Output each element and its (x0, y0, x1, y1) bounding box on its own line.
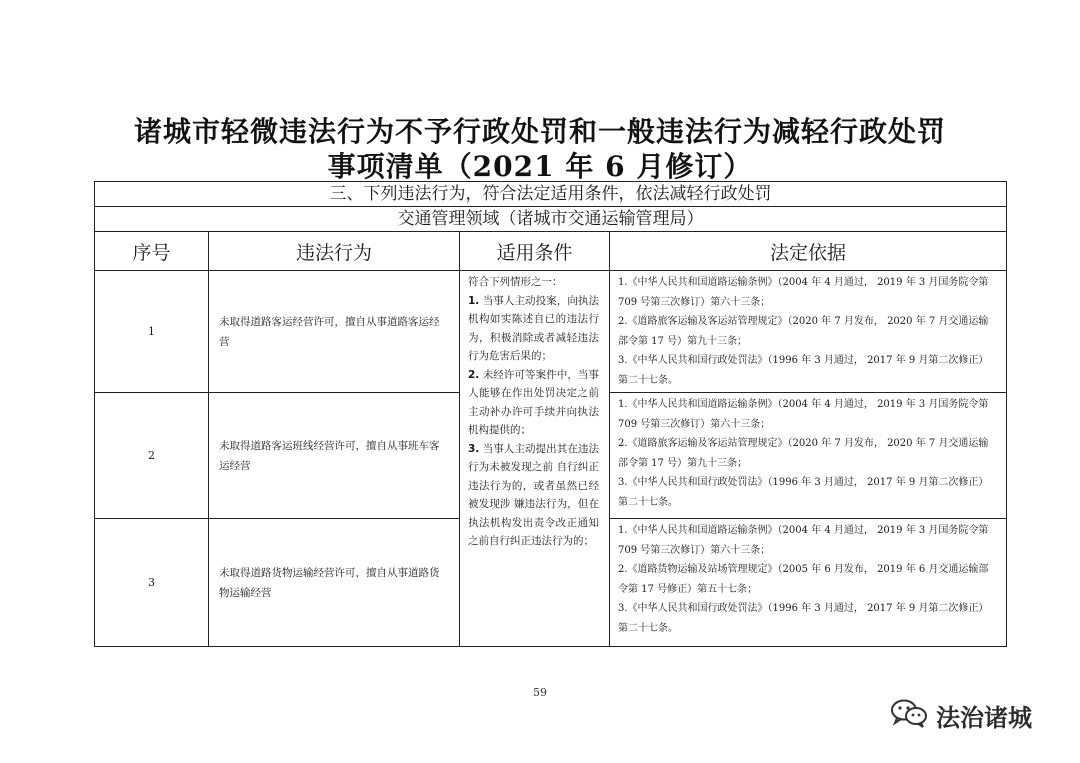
basis-item: 3.《中华人民共和国行政处罚法》（1996 年 3 月通过， 2017 年 9 月第二次修正）第二十七条。 (618, 355, 989, 386)
row-number: 1 (95, 271, 209, 393)
legal-basis-cell (610, 393, 1007, 519)
page-number: 59 (533, 686, 547, 699)
wechat-icon (890, 698, 928, 732)
document-title-line1: 诸城市轻微违法行为不予行政处罚和一般违法行为减轻行政处罚 (133, 115, 946, 148)
conditions-cell (460, 271, 610, 647)
legal-basis-cell (610, 519, 1007, 647)
basis-item: 2.《道路旅客运输及客运站管理规定》（2020 年 7 月发布， 2020 年 7 月交通运输部令第 17 号）第九十三条； (618, 438, 989, 469)
penalty-table (94, 181, 1007, 647)
header-basis: 法定依据 (610, 232, 1007, 271)
violation-text: 未取得道路客运班线经营许可，擅自从事班车客运经营 (209, 393, 460, 519)
basis-item: 3.《中华人民共和国行政处罚法》（1996 年 3 月通过， 2017 年 9 月第二次修正）第二十七条。 (618, 477, 989, 508)
basis-item: 2.《道路货物运输及站场管理规定》（2005 年 6 月发布， 2019 年 6 月交通运输部令第 17 号修正）第五十七条； (618, 564, 989, 595)
section-banner: 三、下列违法行为，符合法定适用条件，依法减轻行政处罚 (95, 182, 1007, 207)
basis-item: 2.《道路旅客运输及客运站管理规定》（2020 年 7 月发布， 2020 年 7 月交通运输部令第 17 号）第九十三条； (618, 316, 989, 347)
row-number: 3 (95, 519, 209, 647)
watermark-text: 法治诸城 (936, 703, 1032, 732)
condition-item: 2. 未经许可等案件中，当事人能够在作出处罚决定之前主动补办许可手续并向执法机构提供的； (468, 368, 599, 436)
domain-banner: 交通管理领域（诸城市交通运输管理局） (95, 207, 1007, 232)
header-act: 违法行为 (209, 232, 460, 271)
basis-item: 1.《中华人民共和国道路运输条例》（2004 年 4 月通过， 2019 年 3 月国务院令第 709 号第三次修订）第六十三条； (618, 277, 989, 308)
basis-item: 1.《中华人民共和国道路运输条例》（2004 年 4 月通过， 2019 年 3 月国务院令第 709 号第三次修订）第六十三条； (618, 525, 989, 556)
table-row (95, 271, 1007, 393)
violation-text: 未取得道路货物运输经营许可，擅自从事道路货物运输经营 (209, 519, 460, 647)
violation-text: 未取得道路客运经营许可，擅自从事道路客运经营 (209, 271, 460, 393)
condition-item: 1. 当事人主动投案，向执法机构如实陈述自已的违法行为，积极消除或者减轻违法行为危害后果的； (468, 294, 599, 362)
condition-item: 3. 当事人主动提出其在违法行为未被发现之前 自行纠正违法行为的，或者虽然已经被发现涉 嫌违法行为，但在执法机构发出责令改正通知 之前自行纠正违法行为的； (468, 442, 599, 547)
conditions-intro: 符合下列情形之一： (468, 276, 563, 288)
watermark (890, 698, 1032, 732)
legal-basis-cell (610, 271, 1007, 393)
header-cond: 适用条件 (460, 232, 610, 271)
header-no: 序号 (95, 232, 209, 271)
basis-item: 1.《中华人民共和国道路运输条例》（2004 年 4 月通过， 2019 年 3 月国务院令第 709 号第三次修订）第六十三条； (618, 399, 989, 430)
document-title-line2: 事项清单（2021 年 6 月修订） (327, 150, 753, 183)
basis-item: 3.《中华人民共和国行政处罚法》（1996 年 3 月通过， 2017 年 9 月第二次修正）第二十七条。 (618, 603, 989, 634)
table-header-row (95, 232, 1007, 271)
row-number: 2 (95, 393, 209, 519)
